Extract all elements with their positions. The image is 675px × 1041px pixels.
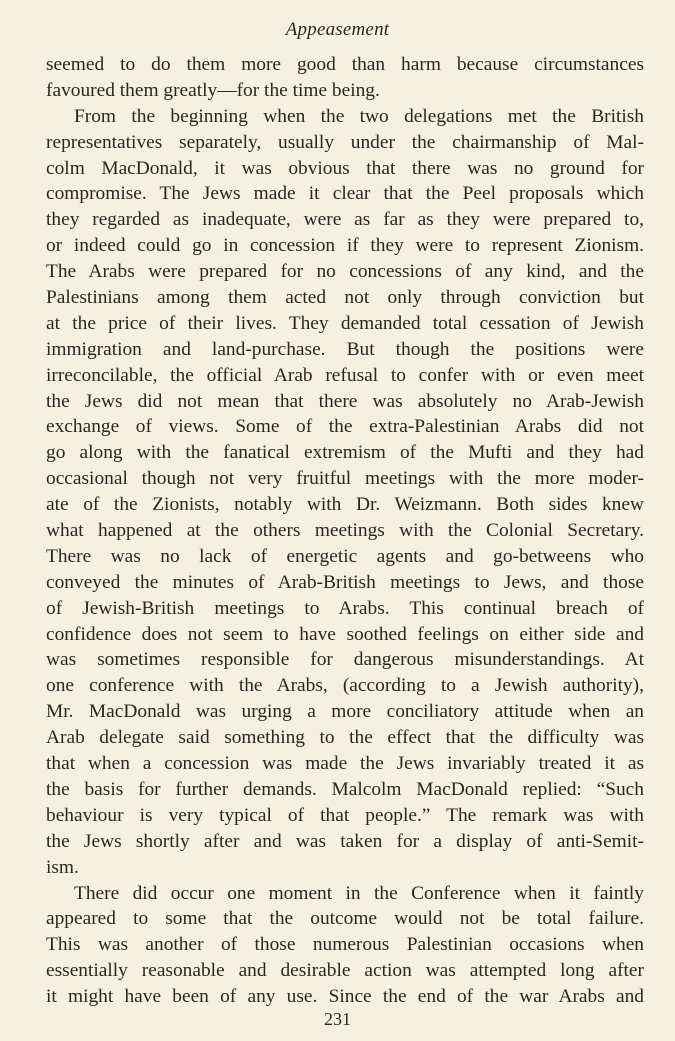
body-text: [46, 52, 644, 1010]
text-line: There did occur one moment in the Conference when it faintly: [74, 882, 644, 904]
text-line: of Jewish-British meetings to Arabs. This continual breach of: [46, 597, 644, 619]
text-line: the Jews did not mean that there was absolutely no Arab-Jewish: [46, 390, 644, 412]
text-line: was sometimes responsible for dangerous misunderstandings. At: [46, 649, 644, 671]
text-line: or indeed could go in concession if they were to represent Zionism.: [46, 235, 644, 257]
text-line: representatives separately, usually under the chairmanship of Mal-: [46, 131, 644, 153]
text-line: what happened at the others meetings with the Colonial Secretary.: [46, 520, 644, 542]
text-line: compromise. The Jews made it clear that the Peel proposals which: [46, 183, 644, 205]
text-line: occasional though not very fruitful meetings with the more moder-: [46, 468, 644, 490]
text-line: it might have been of any use. Since the end of the war Arabs and: [46, 986, 644, 1008]
text-line: Palestinians among them acted not only through conviction but: [46, 287, 644, 309]
text-line: ism.: [46, 856, 79, 878]
text-line: they regarded as inadequate, were as far as they were prepared to,: [46, 209, 644, 231]
text-line: conveyed the minutes of Arab-British meetings to Jews, and those: [46, 571, 644, 593]
text-line: The Arabs were prepared for no concessions of any kind, and the: [46, 261, 644, 283]
text-line: immigration and land-purchase. But though the positions were: [46, 338, 644, 360]
text-line: confidence does not seem to have soothed feelings on either side and: [46, 623, 644, 645]
text-line: favoured them greatly—for the time being.: [46, 79, 380, 101]
text-line: exchange of views. Some of the extra-Palestinian Arabs did not: [46, 416, 644, 438]
page-number: 231: [324, 1009, 351, 1029]
text-line: go along with the fanatical extremism of the Mufti and they had: [46, 442, 644, 464]
text-line: There was no lack of energetic agents and go-betweens who: [46, 545, 644, 567]
text-line: essentially reasonable and desirable action was attempted long after: [46, 960, 644, 982]
text-line: ate of the Zionists, notably with Dr. Weizmann. Both sides knew: [46, 494, 644, 516]
text-line: Arab delegate said something to the effect that the difficulty was: [46, 727, 644, 749]
text-line: colm MacDonald, it was obvious that there was no ground for: [46, 157, 644, 179]
text-line: the Jews shortly after and was taken for a display of anti-Semit-: [46, 830, 644, 852]
text-line: the basis for further demands. Malcolm MacDonald replied: “Such: [46, 778, 644, 800]
text-line: From the beginning when the two delegations met the British: [74, 105, 644, 127]
text-line: Mr. MacDonald was urging a more conciliatory attitude when an: [46, 701, 644, 723]
text-line: This was another of those numerous Palestinian occasions when: [46, 934, 644, 956]
text-line: appeared to some that the outcome would not be total failure.: [46, 908, 644, 930]
text-line: behaviour is very typical of that people.” The remark was with: [46, 804, 644, 826]
text-line: at the price of their lives. They demanded total cessation of Jewish: [46, 312, 644, 334]
running-head: Appeasement: [285, 19, 390, 40]
text-line: one conference with the Arabs, (according to a Jewish authority),: [46, 675, 644, 697]
text-line: seemed to do them more good than harm because circumstances: [46, 54, 644, 75]
text-line: that when a concession was made the Jews invariably treated it as: [46, 753, 644, 775]
text-line: irreconcilable, the official Arab refusal to confer with or even meet: [46, 364, 644, 386]
